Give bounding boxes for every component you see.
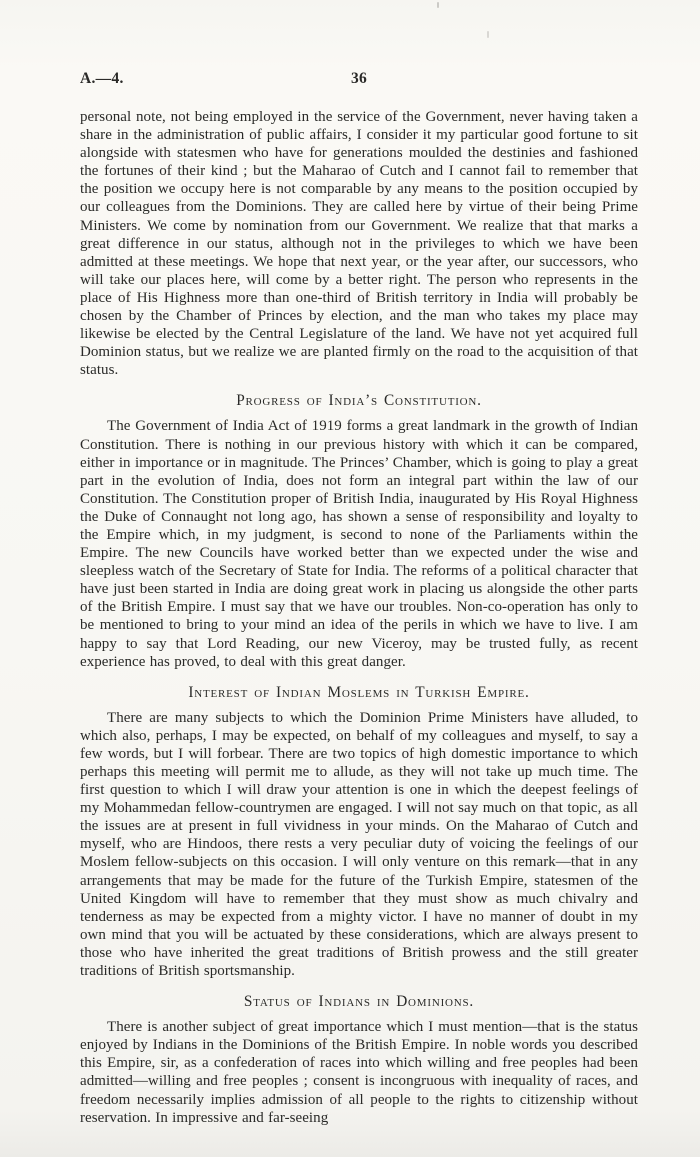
paragraph-continuation: personal note, not being employed in the service of the Government, never having taken a share in the administration of public affairs, I consider it my particular good fortune to sit alongside with statesmen who have for generations moulded the destinies and fashioned the fortunes of their kind ; but the Maharao of Cutch and I cannot fail to remember that the position we occupy here is not comparable by any means to the position occupied by our colleagues from the Dominions. They are called here by virtue of their being Prime Ministers. We come by nomination from our Government. We realize that that marks a great difference in our status, although not in the privileges to which we have been admitted at these meetings. We hope that next year, or the year after, our successors, who will take our places here, will come by a better right. The person who represents in the place of His Highness more than one-third of British territory in India will probably be chosen by the Chamber of Princes by election, and the man who takes my place may likewise be elected by the Central Legislature of the land. We have not yet acquired full Dominion status, but we realize we are planted firmly on the road to the acquisition of that status. bbox=[80, 109, 638, 379]
page-header bbox=[80, 70, 638, 92]
paragraph-constitution: The Government of India Act of 1919 forms a great landmark in the growth of Indian Constitution. There is nothing in our previous history with which it can be compared, either in importance or in magnitude. The Princes’ Chamber, which is going to play a great part in the evolution of India, does not form an integral part within the law of our Constitution. The Constitution proper of British India, inaugurated by His Royal Highness the Duke of Connaught not long ago, has shown a sense of responsibility and loyalty to the Empire which, in my judgment, is second to none of the Parliaments within the Empire. The new Councils have worked better than we expected under the wise and sleepless watch of the Secretary of State for India. The reforms of a political character that have just been started in India are doing great work in placing us alongside the other parts of the British Empire. I must say that we have our troubles. Non-co-operation has only to be mentioned to bring to your mind an idea of the perils in which we have to live. I am happy to say that Lord Reading, our new Viceroy, may be trusted fully, as recent experience has proved, to deal with this great danger. bbox=[80, 418, 638, 670]
scan-artifact bbox=[487, 31, 489, 38]
scan-artifact bbox=[437, 2, 439, 8]
page-number: 36 bbox=[350, 70, 368, 87]
document-reference: A.—4. bbox=[80, 70, 124, 87]
paragraph-dominions: There is another subject of great importance which I must mention—that is the status enjoyed by Indians in the Dominions of the British Empire. In noble words you described this Empire, sir, as a confederation of races into which willing and free peoples had been admitted—willing and free peoples ; consent is incongruous with inequality of races, and freedom necessarily implies admission of all people to the rights to citizenship without reservation. In impressive and far-seeing bbox=[80, 1019, 638, 1126]
page-content bbox=[80, 70, 638, 1127]
paragraph-turkish-empire: There are many subjects to which the Dominion Prime Ministers have alluded, to which also, perhaps, I may be expected, on behalf of my colleagues and myself, to say a few words, but I will forbear. There are two topics of high domestic importance to which perhaps this meeting will permit me to allude, as they will not take up much time. The first question to which I will draw your attention is one in which the deepest feelings of my Mohammedan fellow-countrymen are engaged. I will not say much on that topic, as all the issues are at present in full vividness in your minds. On the Maharao of Cutch and myself, who are Hindoos, there rests a very peculiar duty of voicing the feelings of our Moslem fellow-subjects on this occasion. I will only venture on this remark—that in any arrangements that may be made for the future of the Turkish Empire, statesmen of the United Kingdom will have to remember that they must show as much chivalry and tenderness as may be expected from a mighty victor. I have no manner of doubt in my own mind that you will be actuated by these considerations, which are always present to those who have inherited the great traditions of British prowess and the still greater traditions of British sportsmanship. bbox=[80, 709, 638, 980]
section-heading-status-of-indians-in-dominions: Status of Indians in Dominions. bbox=[243, 993, 475, 1011]
section-heading-interest-of-indian-moslems: Interest of Indian Moslems in Turkish Empire. bbox=[188, 683, 530, 701]
section-heading-progress-of-indias-constitution: Progress of India’s Constitution. bbox=[236, 392, 482, 410]
